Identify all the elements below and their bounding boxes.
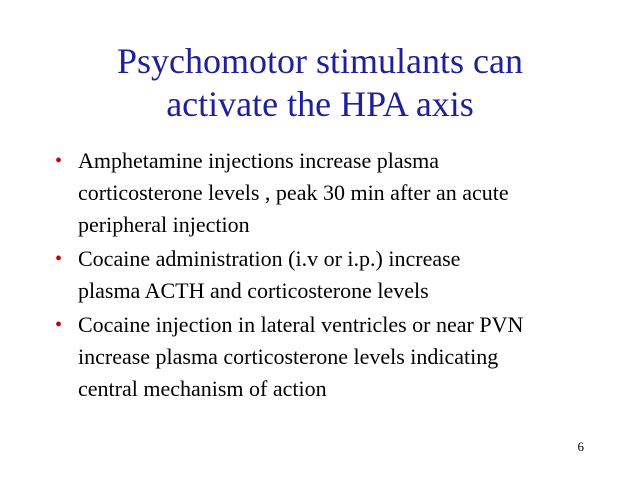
bullet-marker-icon: •: [55, 150, 63, 172]
bullet-1-line-3: peripheral injection: [78, 212, 250, 237]
bullet-2-line-2: plasma ACTH and corticosterone levels: [78, 278, 429, 303]
bullet-2-line-1: Cocaine administration (i.v or i.p.) increase: [78, 246, 461, 271]
bullet-list: [52, 145, 612, 407]
bullet-item-2: [52, 243, 612, 307]
page-number: 6: [577, 439, 584, 454]
bullet-marker-icon: •: [55, 248, 63, 270]
bullet-1-line-1: Amphetamine injections increase plasma: [78, 148, 440, 173]
bullet-marker-icon: •: [55, 314, 63, 336]
bullet-item-1: [52, 145, 612, 241]
bullet-3-line-1: Cocaine injection in lateral ventricles or near PVN: [78, 312, 524, 337]
bullet-item-3: [52, 309, 612, 405]
bullet-3-line-3: central mechanism of action: [78, 376, 327, 401]
slide-title: [40, 40, 600, 126]
title-line-1: Psychomotor stimulants can: [117, 41, 523, 81]
title-line-2: activate the HPA axis: [166, 84, 474, 124]
bullet-3-line-2: increase plasma corticosterone levels indicating: [78, 344, 499, 369]
bullet-1-line-2: corticosterone levels , peak 30 min after an acute: [78, 180, 509, 205]
